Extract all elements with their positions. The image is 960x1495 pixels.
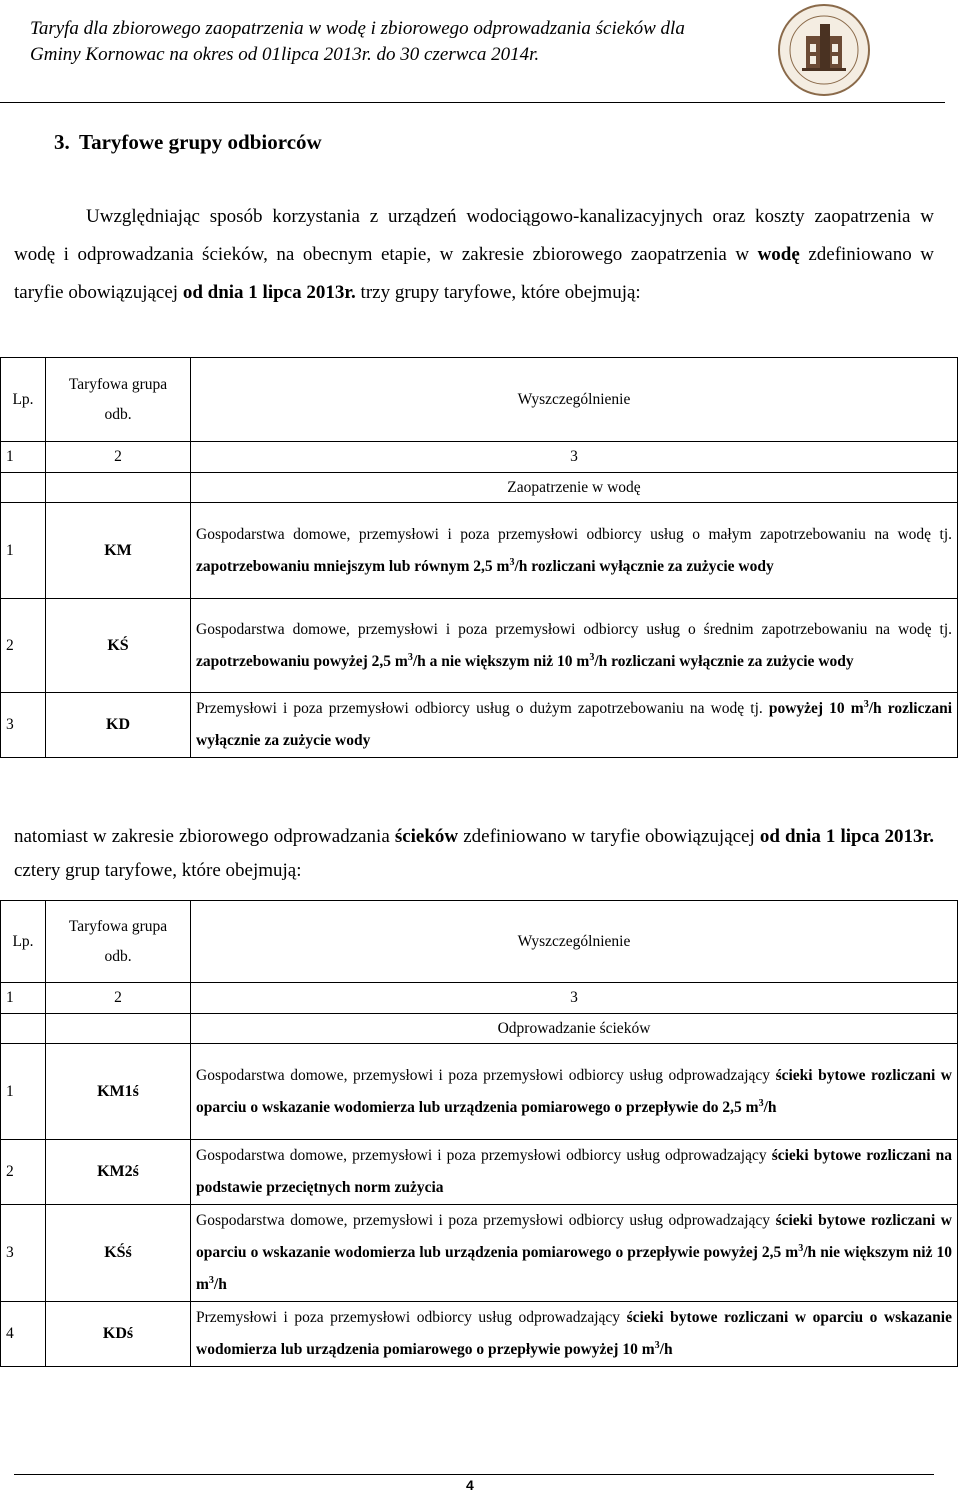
col-number: 1 [1,983,46,1014]
table-number-row [1,983,958,1014]
col-number: 3 [191,983,958,1014]
section-title: Taryfowe grupy odbiorców [79,130,322,154]
row-desc: Przemysłowi i poza przemysłowi odbiorcy usług o dużym zapotrzebowaniu na wodę tj. powyżej 10 $m^3/h$ rozliczani wyłącznie za zużycie wody [191,693,958,758]
header-lp: Lp. [1,901,46,983]
row-lp: 3 [1,1205,46,1302]
header-line-1: Taryfa dla zbiorowego zaopatrzenia w wodę i zbiorowego odprowadzania ścieków dla [30,18,685,39]
intro-text-1: Uwzględniając sposób korzystania z urządzeń wodociągowo-kanalizacyjnych oraz koszty zaopatrzenia w wodę i odprowadzania ścieków, na obecnym etapie, w zakresie zbiorowego zaopatrzenia w [14,206,934,265]
section-number: 3. [54,130,70,154]
row-lp: 4 [1,1302,46,1367]
header-title [30,16,730,68]
header-rule [0,102,945,103]
row-group: KM [46,503,191,599]
table-row [1,1205,958,1302]
row-desc: Gospodarstwa domowe, przemysłowi i poza przemysłowi odbiorcy usług o średnim zapotrzebowaniu na wodę tj. zapotrzebowaniu powyżej 2,5 $m^3/h$ a nie większym niż 10 $m^3/h$ rozliczani wyłącznie za zużycie wody [191,599,958,693]
section-label-row [1,473,958,503]
table-row [1,1044,958,1140]
company-seal-icon [776,2,872,98]
row-group: KD [46,693,191,758]
row-desc: Gospodarstwa domowe, przemysłowi i poza przemysłowi odbiorcy usług odprowadzający ścieki bytowe rozliczani na podstawie przeciętnych norm zużycia [191,1140,958,1205]
table-row [1,503,958,599]
table-header-row [1,358,958,442]
intro-bold-1: wodę [757,244,800,265]
section-heading [50,130,322,155]
header-spec: Wyszczególnienie [191,358,958,442]
table-header-row [1,901,958,983]
table-number-row [1,442,958,473]
row-group: KM2ś [46,1140,191,1205]
sewage-tariff-table [0,900,958,1367]
header-spec: Wyszczególnienie [191,901,958,983]
row-group: KDś [46,1302,191,1367]
header-lp: Lp. [1,358,46,442]
page-number: 4 [466,1477,474,1493]
table-row [1,693,958,758]
row-group: KŚś [46,1205,191,1302]
col-number: 1 [1,442,46,473]
row-desc: Gospodarstwa domowe, przemysłowi i poza przemysłowi odbiorcy usług o małym zapotrzebowaniu na wodę tj. zapotrzebowaniu mniejszym lub równym 2,5 $m^3/h$ rozliczani wyłącznie za zużycie wody [191,503,958,599]
row-desc: Przemysłowi i poza przemysłowi odbiorcy usług odprowadzający ścieki bytowe rozliczani w oparciu o wskazanie wodomierza lub urządzenia pomiarowego o przepływie powyżej 10 $m^3/h$ [191,1302,958,1367]
col-number: 2 [46,983,191,1014]
row-group: KŚ [46,599,191,693]
header-group: Taryfowa grupa odb. [46,358,191,442]
table-row [1,599,958,693]
section-label: Zaopatrzenie w wodę [191,473,958,503]
intro-text-2: zdefiniowano w taryfie obowiązującej [14,244,934,303]
header-group: Taryfowa grupa odb. [46,901,191,983]
section-label-row [1,1014,958,1044]
water-tariff-table [0,357,958,758]
col-number: 2 [46,442,191,473]
row-lp: 2 [1,599,46,693]
col-number: 3 [191,442,958,473]
row-group: KM1ś [46,1044,191,1140]
sewage-intro-paragraph: natomiast w zakresie zbiorowego odprowadzania ścieków zdefiniowano w taryfie obowiązującej od dnia 1 lipca 2013r. cztery grup taryfowe, które obejmują: [14,826,934,881]
row-desc: Gospodarstwa domowe, przemysłowi i poza przemysłowi odbiorcy usług odprowadzający ścieki bytowe rozliczani w oparciu o wskazanie wodomierza lub urządzenia pomiarowego o przepływie do 2,5 $m^3/h$ [191,1044,958,1140]
table-row [1,1140,958,1205]
row-lp: 3 [1,693,46,758]
section-label: Odprowadzanie ścieków [191,1014,958,1044]
row-desc: Gospodarstwa domowe, przemysłowi i poza przemysłowi odbiorcy usług odprowadzający ścieki bytowe rozliczani w oparciu o wskazanie wodomierza lub urządzenia pomiarowego o przepływie powyżej 2,5 $m^3/h$ nie większym niż 10 $m^3/h$ [191,1205,958,1302]
intro-text-3: trzy grupy taryfowe, które obejmują: [355,282,641,303]
intro-paragraph [14,198,934,312]
footer-rule [14,1474,934,1475]
row-lp: 1 [1,1044,46,1140]
row-lp: 2 [1,1140,46,1205]
intro-bold-2: od dnia 1 lipca 2013r. [182,282,356,303]
header-line-2: Gminy Kornowac na okres od 01lipca 2013r. do 30 czerwca 2014r. [30,44,540,65]
row-lp: 1 [1,503,46,599]
page-header [0,0,960,104]
table-row [1,1302,958,1367]
